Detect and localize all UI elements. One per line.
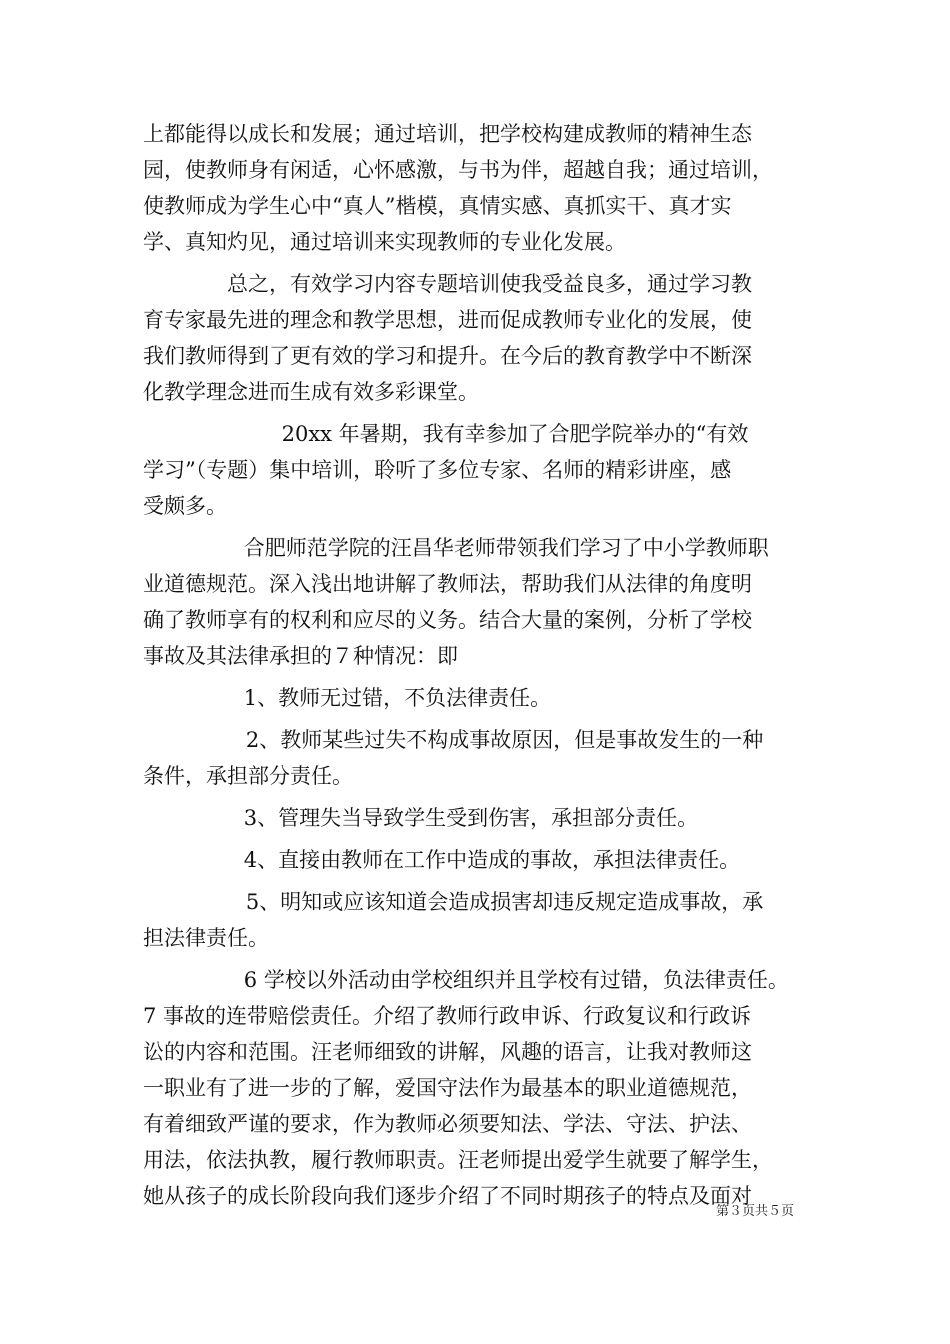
text-line: 总之，有效学习内容专题培训使我受益良多，通过学习教 (227, 272, 752, 296)
text-line: 学、真知灼见，通过培训来实现教师的专业化发展。 (143, 230, 626, 254)
text-line: 7 事故的连带赔偿责任。介绍了教师行政申诉、行政复议和行政诉 (143, 1004, 752, 1028)
text-line: 用法，依法执教，履行教师职责。汪老师提出爱学生就要了解学生， (143, 1148, 773, 1172)
document-body (143, 116, 813, 1214)
paragraph (143, 530, 813, 674)
text-line: 1、教师无过错，不负法律责任。 (243, 686, 552, 710)
text-line: 她从孩子的成长阶段向我们逐步介绍了不同时期孩子的特点及面对 (143, 1184, 752, 1208)
paragraph (143, 842, 813, 878)
paragraph (143, 416, 813, 524)
paragraph (143, 266, 813, 410)
text-line: 2、教师某些过失不构成事故原因，但是事故发生的一种 (245, 728, 764, 752)
text-line: 园，使教师身有闲适，心怀感激，与书为伴，超越自我；通过培训， (143, 158, 773, 182)
text-line: 业道德规范。深入浅出地讲解了教师法，帮助我们从法律的角度明 (143, 572, 752, 596)
text-line: 3、管理失当导致学生受到伤害，承担部分责任。 (243, 806, 699, 830)
text-line: 担法律责任。 (143, 926, 269, 950)
text-line: 6 学校以外活动由学校组织并且学校有过错，负法律责任。 (243, 968, 789, 992)
paragraph (143, 722, 813, 794)
text-line: 上都能得以成长和发展；通过培训，把学校构建成教师的精神生态 (143, 122, 752, 146)
text-line: 学习”（专题）集中培训，聆听了多位专家、名师的精彩讲座，感 (143, 458, 732, 482)
page-number: 第３页共５页 (716, 1204, 795, 1219)
text-line: 5、明知或应该知道会造成损害却违反规定造成事故，承 (245, 890, 764, 914)
text-line: 4、直接由教师在工作中造成的事故，承担法律责任。 (243, 848, 741, 872)
text-line: 条件，承担部分责任。 (143, 764, 353, 788)
paragraph (143, 884, 813, 956)
text-line: 20xx 年暑期，我有幸参加了合肥学院举办的“有效 (281, 422, 749, 446)
text-line: 使教师成为学生心中“真人”楷模，真情实感、真抓实干、真才实 (143, 194, 732, 218)
text-line: 讼的内容和范围。汪老师细致的讲解，风趣的语言，让我对教师这 (143, 1040, 752, 1064)
text-line: 有着细致严谨的要求，作为教师必须要知法、学法、守法、护法、 (143, 1112, 752, 1136)
text-line: 确了教师享有的权利和应尽的义务。结合大量的案例，分析了学校 (143, 608, 752, 632)
text-line: 事故及其法律承担的７种情况：即 (143, 644, 458, 668)
paragraph (143, 680, 813, 716)
text-line: 我们教师得到了更有效的学习和提升。在今后的教育教学中不断深 (143, 344, 752, 368)
text-line: 合肥师范学院的汪昌华老师带领我们学习了中小学教师职 (243, 536, 769, 560)
text-line: 受颇多。 (143, 494, 227, 518)
paragraph (143, 116, 813, 260)
text-line: 育专家最先进的理念和教学思想，进而促成教师专业化的发展，使 (143, 308, 752, 332)
paragraph (143, 800, 813, 836)
text-line: 一职业有了进一步的了解，爱国守法作为最基本的职业道德规范， (143, 1076, 752, 1100)
paragraph (143, 962, 813, 1214)
text-line: 化教学理念进而生成有效多彩课堂。 (143, 380, 479, 404)
